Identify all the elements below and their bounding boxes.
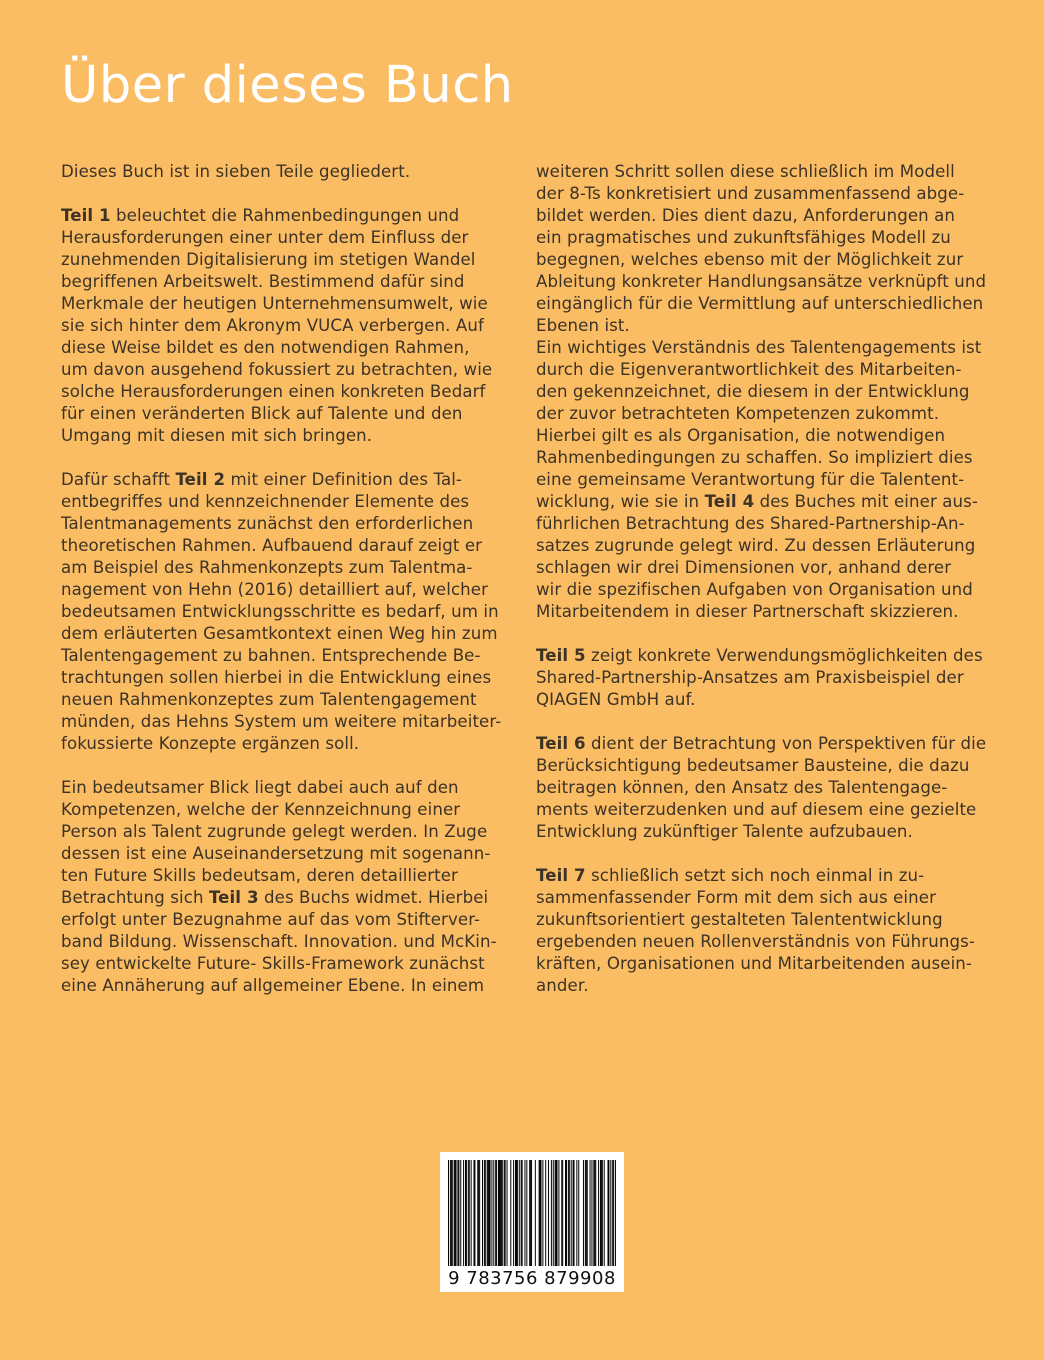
text-line: am Beispiel des Rahmenkonzepts zum Talentma-: [61, 558, 473, 577]
barcode-bar: [557, 1160, 558, 1266]
barcode-bar: [594, 1160, 595, 1266]
left-column: [61, 161, 511, 997]
text-line: trachtungen sollen hierbei in die Entwicklung eines: [61, 668, 492, 687]
text-line: sie sich hinter dem Akronym VUCA verbergen. Auf: [61, 316, 484, 335]
text-line: QIAGEN GmbH auf.: [536, 690, 696, 709]
barcode-bar: [598, 1160, 599, 1266]
barcode-bar: [498, 1160, 499, 1266]
barcode-bar: [501, 1160, 502, 1266]
barcode-bar: [513, 1160, 514, 1266]
text-line: nagement von Hehn (2016) detailliert auf, welcher: [61, 580, 489, 599]
barcode-bar: [465, 1160, 466, 1266]
text-line: Dafür schafft Teil 2 mit einer Definition des Tal-: [61, 470, 463, 489]
text-line: Merkmale der heutigen Unternehmensumwelt, wie: [61, 294, 488, 313]
barcode-bar: [485, 1160, 486, 1266]
section-label-teil-3: Teil 3: [208, 888, 259, 907]
text-line: eingänglich für die Vermittlung auf unterschiedlichen: [536, 294, 984, 313]
barcode-bar: [531, 1160, 532, 1266]
barcode-bar: [542, 1160, 543, 1266]
text-line: theoretischen Rahmen. Aufbauend darauf zeigt er: [61, 536, 483, 555]
barcode-bar: [608, 1160, 609, 1266]
barcode-bar: [471, 1160, 472, 1266]
barcode-bar: [474, 1160, 475, 1266]
barcode-bar: [569, 1160, 570, 1266]
barcode-bar: [613, 1160, 614, 1266]
barcode-bar: [535, 1160, 536, 1266]
barcode-bar: [604, 1160, 605, 1266]
page-title: Über dieses Buch: [61, 56, 514, 115]
text-line: ments weiterzudenken und auf diesem eine gezielte: [536, 800, 977, 819]
text-line: Mitarbeitendem in dieser Partnerschaft skizzieren.: [536, 602, 959, 621]
text-line: ergebenden neuen Rollenverständnis von Führungs-: [536, 932, 975, 951]
text-line: für einen veränderten Blick auf Talente und den: [61, 404, 463, 423]
barcode-bar: [515, 1160, 516, 1266]
text-line: kräften, Organisationen und Mitarbeitenden ausein-: [536, 954, 972, 973]
text-line: Hierbei gilt es als Organisation, die notwendigen: [536, 426, 946, 445]
text-line: der zuvor betrachteten Kompetenzen zukommt.: [536, 404, 940, 423]
barcode-bar: [469, 1160, 470, 1266]
barcode-bar: [505, 1160, 506, 1266]
section-label-teil-6: Teil 6: [536, 734, 586, 753]
text-line: band Bildung. Wissenschaft. Innovation. und McKin-: [61, 932, 497, 951]
barcode-bar: [548, 1160, 549, 1266]
section-label-teil-5: Teil 5: [536, 646, 586, 665]
barcode-bar: [463, 1160, 464, 1266]
barcode-bar: [448, 1160, 449, 1266]
barcode-bar: [516, 1160, 517, 1266]
barcode-bar: [500, 1160, 501, 1266]
text-line: Betrachtung sich Teil 3 des Buchs widmet. Hierbei: [61, 888, 489, 907]
barcode-bar: [561, 1160, 562, 1266]
barcode-bar: [510, 1160, 511, 1266]
barcode-bar: [602, 1160, 603, 1266]
text-line: satzes zugrunde gelegt wird. Zu dessen Erläuterung: [536, 536, 976, 555]
text-line: diese Weise bildet es den notwendigen Rahmen,: [61, 338, 470, 357]
barcode-bar: [455, 1160, 456, 1266]
barcode-bar: [529, 1160, 530, 1266]
barcode-bar: [555, 1160, 556, 1266]
barcode-bar: [493, 1160, 494, 1266]
barcode-bar: [522, 1160, 523, 1266]
text-line: Teil 6 dient der Betrachtung von Perspektiven für die: [536, 734, 987, 753]
barcode-bar: [504, 1160, 505, 1266]
barcode-bar: [491, 1160, 492, 1266]
isbn-number: 9 783756 879908: [448, 1268, 616, 1289]
barcode-bar: [553, 1160, 554, 1266]
text-line: dessen ist eine Auseinandersetzung mit sogenann-: [61, 844, 491, 863]
barcode-bar: [571, 1160, 572, 1266]
text-line: Ebenen ist.: [536, 316, 630, 335]
barcode-bar: [540, 1160, 541, 1266]
barcode-bar: [460, 1160, 461, 1266]
barcode-bar: [495, 1160, 496, 1266]
barcode-bar: [488, 1160, 489, 1266]
barcode-bar: [502, 1160, 503, 1266]
barcode-bar: [608, 1160, 609, 1266]
barcode-bar: [576, 1160, 577, 1266]
text-line: begegnen, welches ebenso mit der Möglichkeit zur: [536, 250, 964, 269]
text-line: eine gemeinsame Verantwortung für die Talentent-: [536, 470, 965, 489]
text-line: Shared-Partnership-Ansatzes am Praxisbeispiel der: [536, 668, 964, 687]
barcode-bar: [615, 1160, 616, 1266]
barcode-bar: [551, 1160, 552, 1266]
section-label-teil-2: Teil 2: [175, 470, 226, 489]
barcode-bar: [556, 1160, 557, 1266]
text-line: Ableitung konkreter Handlungsansätze verknüpft und: [536, 272, 987, 291]
text-line: wir die spezifischen Aufgaben von Organisation und: [536, 580, 973, 599]
barcode-bar: [587, 1160, 588, 1266]
barcode-bar: [539, 1160, 540, 1266]
barcode-bar: [482, 1160, 483, 1266]
right-column: [536, 161, 986, 997]
barcode-bar: [466, 1160, 467, 1266]
barcode-bar: [468, 1160, 469, 1266]
barcode-bar: [478, 1160, 479, 1266]
text-line: Talentmanagements zunächst den erforderlichen: [61, 514, 474, 533]
barcode-bar: [526, 1160, 527, 1266]
barcode-bar: [457, 1160, 458, 1266]
barcode-bar: [458, 1160, 459, 1266]
section-label-teil-1: Teil 1: [61, 206, 111, 225]
text-line: führlichen Betrachtung des Shared-Partnership-An-: [536, 514, 965, 533]
text-line: Ein bedeutsamer Blick liegt dabei auch auf den: [61, 778, 459, 797]
text-line: weiteren Schritt sollen diese schließlich im Modell: [536, 162, 955, 181]
text-line: wicklung, wie sie in Teil 4 des Buches mit einer aus-: [536, 492, 978, 511]
barcode-bar: [540, 1160, 541, 1266]
barcode-bar: [524, 1160, 525, 1266]
barcode-bar: [521, 1160, 522, 1266]
text-line: beitragen können, den Ansatz des Talentengage-: [536, 778, 948, 797]
barcode-bar: [583, 1160, 584, 1266]
text-line: ten Future Skills bedeutsam, deren detaillierter: [61, 866, 458, 885]
text-line: Talentengagement zu bahnen. Entsprechende Be-: [61, 646, 481, 665]
text-line: zukunftsorientiert gestalteten Talententwicklung: [536, 910, 943, 929]
barcode-bar: [477, 1160, 478, 1266]
barcode-bar: [574, 1160, 575, 1266]
text-line: Person als Talent zugrunde gelegt werden. In Zuge: [61, 822, 488, 841]
text-line: Herausforderungen einer unter dem Einfluss der: [61, 228, 469, 247]
text-line: sammenfassender Form mit dem sich aus einer: [536, 888, 936, 907]
barcode-bar: [610, 1160, 611, 1266]
text-line: Teil 5 zeigt konkrete Verwendungsmöglichkeiten des: [536, 646, 983, 665]
barcode-bar: [578, 1160, 579, 1266]
barcode-bar: [573, 1160, 574, 1266]
barcode-bar: [562, 1160, 563, 1266]
barcode-bar: [590, 1160, 591, 1266]
barcode-bar: [507, 1160, 508, 1266]
text-line: erfolgt unter Bezugnahme auf das vom Stifterver-: [61, 910, 481, 929]
text-line: ander.: [536, 976, 589, 995]
text-line: durch die Eigenverantwortlichkeit des Mitarbeiten-: [536, 360, 962, 379]
text-line: Teil 1 beleuchtet die Rahmenbedingungen und: [61, 206, 460, 225]
barcode-bar: [545, 1160, 546, 1266]
text-line: bedeutsamen Entwicklungsschritte es bedarf, um in: [61, 602, 499, 621]
text-line: schlagen wir drei Dimensionen vor, anhand derer: [536, 558, 952, 577]
barcode-bar: [519, 1160, 520, 1266]
text-line: solche Herausforderungen einen konkreten Bedarf: [61, 382, 486, 401]
text-line: Dieses Buch ist in sieben Teile gegliedert.: [61, 162, 411, 181]
text-line: fokussierte Konzepte ergänzen soll.: [61, 734, 360, 753]
barcode-bar: [530, 1160, 531, 1266]
text-line: Umgang mit diesen mit sich bringen.: [61, 426, 373, 445]
text-line: Berücksichtigung bedeutsamer Bausteine, die dazu: [536, 756, 970, 775]
text-line: entbegriffes und kennzeichnender Elemente des: [61, 492, 470, 511]
barcode-bar: [496, 1160, 497, 1266]
barcode-bar: [600, 1160, 601, 1266]
barcode-bar: [454, 1160, 455, 1266]
section-label-teil-7: Teil 7: [536, 866, 586, 885]
barcode-bar: [479, 1160, 480, 1266]
barcode-bar: [558, 1160, 559, 1266]
text-line: zunehmenden Digitalisierung im stetigen Wandel: [61, 250, 476, 269]
text-line: Teil 7 schließlich setzt sich noch einmal in zu-: [536, 866, 925, 885]
barcode-bars: [448, 1160, 616, 1266]
barcode-bar: [565, 1160, 566, 1266]
text-line: münden, das Hehns System um weitere mitarbeiter-: [61, 712, 502, 731]
barcode-bar: [517, 1160, 518, 1266]
text-line: bildet werden. Dies dient dazu, Anforderungen an: [536, 206, 956, 225]
text-line: der 8-Ts konkretisiert und zusammenfassend abge-: [536, 184, 965, 203]
barcode-bar: [450, 1160, 451, 1266]
barcode-bar: [456, 1160, 457, 1266]
text-line: Rahmenbedingungen zu schaffen. So impliziert dies: [536, 448, 973, 467]
text-line: sey entwickelte Future- Skills-Framework zunächst: [61, 954, 485, 973]
barcode-bar: [487, 1160, 488, 1266]
text-line: ein pragmatisches und zukunftsfähiges Modell zu: [536, 228, 951, 247]
text-line: Kompetenzen, welche der Kennzeichnung einer: [61, 800, 461, 819]
text-line: dem erläuterten Gesamtkontext einen Weg hin zum: [61, 624, 498, 643]
barcode-bar: [452, 1160, 453, 1266]
text-line: neuen Rahmenkonzeptes zum Talentengagement: [61, 690, 477, 709]
text-line: Ein wichtiges Verständnis des Talentengagements ist: [536, 338, 982, 357]
section-label-teil-4: Teil 4: [704, 492, 755, 511]
barcode-bar: [585, 1160, 586, 1266]
text-line: eine Annäherung auf allgemeiner Ebene. In einem: [61, 976, 485, 995]
barcode-bar: [451, 1160, 452, 1266]
barcode-bar: [473, 1160, 474, 1266]
barcode-bar: [499, 1160, 500, 1266]
barcode-bar: [586, 1160, 587, 1266]
text-line: Entwicklung zukünftiger Talente aufzubauen.: [536, 822, 913, 841]
text-line: den gekennzeichnet, die diesem in der Entwicklung: [536, 382, 970, 401]
barcode-bar: [591, 1160, 592, 1266]
barcode-bar: [568, 1160, 569, 1266]
text-line: um davon ausgehend fokussiert zu betrachten, wie: [61, 360, 493, 379]
barcode-bar: [612, 1160, 613, 1266]
barcode-bar: [484, 1160, 485, 1266]
barcode-bar: [490, 1160, 491, 1266]
barcode-bar: [489, 1160, 490, 1266]
barcode-bar: [593, 1160, 594, 1266]
text-line: begriffenen Arbeitswelt. Bestimmend dafür sind: [61, 272, 465, 291]
barcode-bar: [566, 1160, 567, 1266]
isbn-barcode: [440, 1152, 624, 1292]
barcode-bar: [595, 1160, 596, 1266]
barcode-bar: [601, 1160, 602, 1266]
